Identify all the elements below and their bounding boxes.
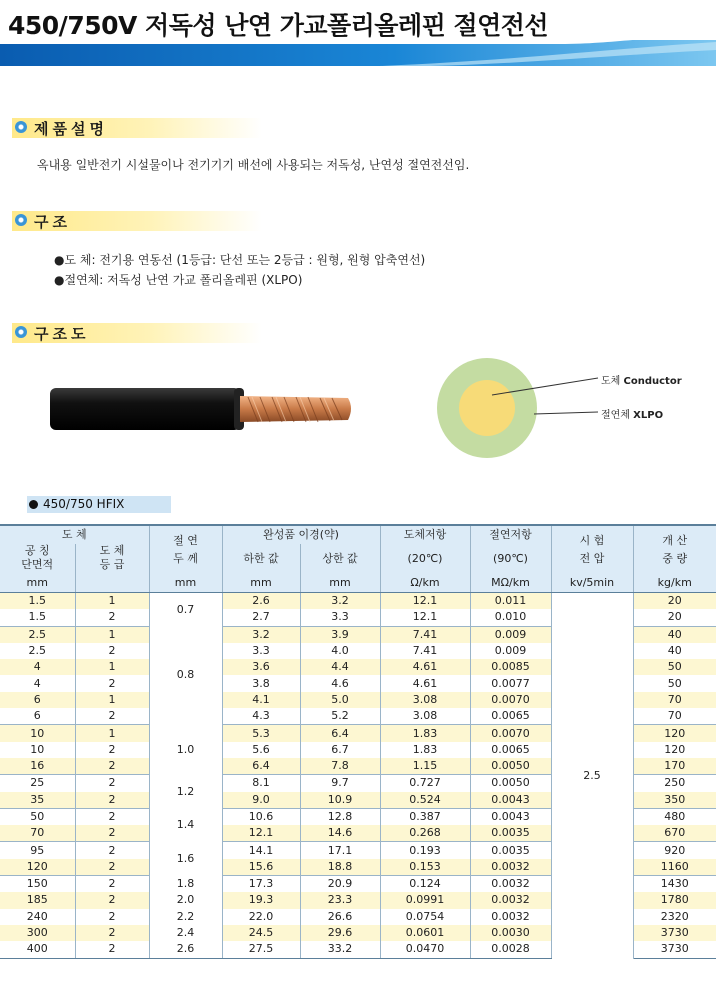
cell-area: 6 <box>0 692 75 708</box>
cell-dia-max: 29.6 <box>300 925 380 941</box>
cell-dia-min: 4.3 <box>222 708 300 725</box>
cell-insulation-res: 0.0077 <box>470 675 551 691</box>
header-conductor: 도 체 <box>0 525 149 544</box>
section-heading: 구조도 <box>34 325 90 343</box>
cell-weight: 70 <box>633 692 716 708</box>
header-insulation-text: 절 연 두 께 <box>173 534 198 565</box>
header-area-text: 공 칭 단면적 <box>21 544 54 571</box>
cell-resistance: 7.41 <box>380 643 470 659</box>
cell-area: 25 <box>0 775 75 792</box>
cell-insulation: 1.4 <box>149 808 222 842</box>
description-text: 옥내용 일반전기 시설물이나 전기기기 배선에 사용되는 저독성, 난연성 절연전선임. <box>37 158 470 172</box>
cell-dia-min: 2.7 <box>222 609 300 626</box>
header-area <box>0 544 75 574</box>
page-subtitle: 450/750 HFIX <box>12 84 101 99</box>
cell-insulation: 1.8 <box>149 876 222 893</box>
cell-area: 120 <box>0 859 75 876</box>
cell-weight: 670 <box>633 825 716 842</box>
cell-insulation: 1.6 <box>149 842 222 876</box>
cell-area: 6 <box>0 708 75 725</box>
cell-weight: 1780 <box>633 892 716 908</box>
cell-dia-min: 10.6 <box>222 808 300 825</box>
cell-dia-min: 15.6 <box>222 859 300 876</box>
cell-area: 70 <box>0 825 75 842</box>
cell-dia-max: 3.3 <box>300 609 380 626</box>
cell-grade: 2 <box>75 925 149 941</box>
insulation-label <box>601 406 663 421</box>
cell-insulation-res: 0.0050 <box>470 775 551 792</box>
cell-dia-max: 26.6 <box>300 909 380 925</box>
header-test-voltage-text: 시 험 전 압 <box>579 534 605 565</box>
cell-resistance: 1.83 <box>380 742 470 758</box>
cell-grade: 2 <box>75 876 149 893</box>
cell-dia-min: 4.1 <box>222 692 300 708</box>
cell-weight: 70 <box>633 708 716 725</box>
header-test-voltage <box>551 525 633 574</box>
cell-insulation-res: 0.0050 <box>470 758 551 775</box>
cell-dia-min: 27.5 <box>222 941 300 958</box>
section-bullet-icon <box>15 326 27 338</box>
structure-item-conductor: ●도 체: 전기용 연동선 (1등급: 단선 또는 2등급 : 원형, 원형 압축연선) <box>54 253 426 267</box>
cell-weight: 250 <box>664 776 686 790</box>
conductor-label-en: Conductor <box>623 376 682 387</box>
section-heading: 제품설명 <box>34 120 108 138</box>
cell-grade: 2 <box>75 941 149 958</box>
cell-weight: 120 <box>664 742 686 756</box>
cell-insulation-res: 0.0065 <box>470 742 551 758</box>
header-weight <box>633 525 716 574</box>
cell-dia-max: 5.0 <box>300 692 380 708</box>
cell-dia-min: 22.0 <box>222 909 300 925</box>
cell-weight: 20 <box>633 593 716 610</box>
spec-table-body <box>0 593 716 959</box>
cable-illustration <box>48 380 360 440</box>
header-grade <box>75 544 149 574</box>
cell-area: 16 <box>0 758 75 775</box>
cell-dia-min: 3.3 <box>222 643 300 659</box>
header-resistance: 도체저항 <box>380 525 470 544</box>
cell-insulation-res: 0.0032 <box>470 876 551 893</box>
cell-grade: 2 <box>75 643 149 659</box>
cell-insulation-res: 0.0070 <box>470 725 551 742</box>
table-title <box>27 496 171 513</box>
header-insulation <box>149 525 222 574</box>
table-bullet-icon <box>29 500 38 509</box>
unit-cell: mm <box>300 574 380 593</box>
insulation-label-en: XLPO <box>633 410 664 421</box>
cell-resistance: 1.83 <box>380 725 470 742</box>
cell-resistance: 0.268 <box>380 825 470 842</box>
cell-dia-max: 3.2 <box>300 593 380 610</box>
cell-grade: 1 <box>75 626 149 643</box>
cell-insulation: 2.4 <box>149 925 222 941</box>
conductor-label-ko: 도체 <box>601 376 621 387</box>
cell-grade: 1 <box>75 659 149 675</box>
cell-area: 50 <box>0 808 75 825</box>
cell-grade: 2 <box>75 842 149 859</box>
cell-area: 35 <box>0 792 75 809</box>
unit-cell: MΩ/km <box>470 574 551 593</box>
unit-cell <box>75 574 149 593</box>
unit-cell: mm <box>0 574 75 593</box>
cell-grade: 2 <box>75 609 149 626</box>
cell-insulation: 2.2 <box>149 909 222 925</box>
cell-area: 2.5 <box>0 643 75 659</box>
insulation-label-ko: 절연체 <box>601 410 630 421</box>
cell-dia-max: 3.9 <box>300 626 380 643</box>
cell-dia-min: 9.0 <box>222 792 300 809</box>
cell-insulation-res: 0.0032 <box>470 909 551 925</box>
cell-resistance: 0.0601 <box>380 925 470 941</box>
cell-resistance: 0.193 <box>380 842 470 859</box>
cell-dia-min: 3.8 <box>222 675 300 691</box>
cell-test-voltage: 2.5 <box>551 593 633 959</box>
cell-resistance: 0.0754 <box>380 909 470 925</box>
cell-insulation-res: 0.010 <box>470 609 551 626</box>
cell-grade: 2 <box>75 675 149 691</box>
section-bullet-icon <box>15 121 27 133</box>
cell-insulation-res: 0.0085 <box>470 659 551 675</box>
section-header-description <box>12 118 262 138</box>
section-heading: 구조 <box>34 213 71 231</box>
cell-dia-min: 14.1 <box>222 842 300 859</box>
cell-resistance: 7.41 <box>380 626 470 643</box>
conductor-label <box>601 372 682 387</box>
diagram-leader-lines <box>490 370 610 420</box>
cell-insulation-res: 0.0043 <box>470 808 551 825</box>
cell-insulation: 1.2 <box>149 775 222 809</box>
table-title-text: 450/750 HFIX <box>43 497 125 511</box>
cell-insulation: 2.0 <box>149 892 222 908</box>
cell-insulation-res: 0.0030 <box>470 925 551 941</box>
section-bullet-icon <box>15 214 27 226</box>
cell-weight: 40 <box>667 644 682 658</box>
cell-area: 1.5 <box>0 609 75 626</box>
cell-dia-max: 14.6 <box>300 825 380 842</box>
cell-resistance: 12.1 <box>380 609 470 626</box>
cell-resistance: 4.61 <box>380 659 470 675</box>
cell-dia-max: 20.9 <box>300 876 380 893</box>
cell-weight: 1160 <box>633 859 716 876</box>
header-grade-text: 도 체 등 급 <box>99 544 125 571</box>
cell-resistance: 0.153 <box>380 859 470 876</box>
cell-dia-min: 5.6 <box>222 742 300 758</box>
cell-grade: 2 <box>75 708 149 725</box>
header-dia-max: 상한 값 <box>300 544 380 574</box>
cell-resistance: 0.727 <box>380 775 470 792</box>
unit-cell: Ω/km <box>380 574 470 593</box>
cell-resistance: 3.08 <box>380 708 470 725</box>
cell-dia-max: 5.2 <box>300 708 380 725</box>
page-title: 450/750V 저독성 난연 가교폴리올레핀 절연전선 <box>8 11 549 40</box>
cell-insulation-res: 0.0028 <box>470 941 551 958</box>
cell-grade: 2 <box>75 859 149 876</box>
cell-insulation-res: 0.0043 <box>470 792 551 809</box>
cell-dia-max: 9.7 <box>300 775 380 792</box>
cell-insulation: 0.7 <box>149 593 222 627</box>
cell-weight: 920 <box>664 843 686 857</box>
cell-resistance: 3.08 <box>380 692 470 708</box>
cell-dia-max: 7.8 <box>300 758 380 775</box>
cell-resistance: 0.524 <box>380 792 470 809</box>
cell-area: 95 <box>0 842 75 859</box>
cell-weight: 40 <box>633 626 716 643</box>
cell-grade: 1 <box>75 593 149 610</box>
section-header-structure <box>12 211 262 231</box>
cell-weight: 50 <box>633 659 716 675</box>
header-insulation-res: 절연저항 <box>470 525 551 544</box>
cell-insulation-res: 0.0032 <box>470 892 551 908</box>
cell-insulation-res: 0.009 <box>470 643 551 659</box>
cell-dia-max: 17.1 <box>300 842 380 859</box>
cell-grade: 2 <box>75 758 149 775</box>
cell-dia-max: 4.4 <box>300 659 380 675</box>
cell-insulation: 2.6 <box>149 941 222 958</box>
header-weight-text: 개 산 중 량 <box>662 534 688 565</box>
cell-weight: 170 <box>633 758 716 775</box>
unit-cell: kg/km <box>633 574 716 593</box>
cell-dia-max: 33.2 <box>300 941 380 958</box>
cell-weight: 3730 <box>633 941 716 958</box>
cell-weight: 3730 <box>633 925 716 941</box>
cell-resistance: 0.0991 <box>380 892 470 908</box>
cell-weight: 120 <box>633 725 716 742</box>
cell-area: 2.5 <box>0 626 75 643</box>
unit-cell: mm <box>222 574 300 593</box>
cell-grade: 1 <box>75 725 149 742</box>
cell-grade: 2 <box>75 775 149 792</box>
cell-weight: 50 <box>667 676 682 690</box>
structure-item-insulation: ●절연체: 저독성 난연 가교 폴리올레핀 (XLPO) <box>54 273 303 287</box>
cell-grade: 2 <box>75 825 149 842</box>
cell-dia-min: 19.3 <box>222 892 300 908</box>
cell-resistance: 0.387 <box>380 808 470 825</box>
cell-dia-min: 8.1 <box>222 775 300 792</box>
cell-area: 4 <box>0 659 75 675</box>
cell-grade: 2 <box>75 892 149 908</box>
cell-resistance: 12.1 <box>380 593 470 610</box>
cell-area: 10 <box>0 725 75 742</box>
cell-area: 1.5 <box>0 593 75 610</box>
cell-weight: 20 <box>633 609 716 626</box>
cell-insulation-res: 0.0032 <box>470 859 551 876</box>
cell-area: 400 <box>0 941 75 958</box>
cell-grade: 2 <box>75 742 149 758</box>
cell-weight: 480 <box>664 810 686 823</box>
cell-dia-min: 6.4 <box>222 758 300 775</box>
header-diameter: 완성품 이경(약) <box>222 525 380 544</box>
cell-dia-min: 3.2 <box>222 626 300 643</box>
section-header-diagram <box>12 323 262 343</box>
cell-dia-max: 18.8 <box>300 859 380 876</box>
cell-area: 150 <box>0 876 75 893</box>
cell-dia-max: 6.7 <box>300 742 380 758</box>
cell-insulation-res: 0.0065 <box>470 708 551 725</box>
cell-insulation-res: 0.0070 <box>470 692 551 708</box>
cell-resistance: 0.0470 <box>380 941 470 958</box>
cell-grade: 2 <box>75 808 149 825</box>
cell-dia-max: 6.4 <box>300 725 380 742</box>
header-dia-min: 하한 값 <box>222 544 300 574</box>
cell-grade: 2 <box>75 909 149 925</box>
cell-insulation-res: 0.011 <box>470 593 551 610</box>
cell-dia-max: 4.6 <box>300 675 380 691</box>
cell-weight: 2320 <box>660 909 689 923</box>
cell-grade: 1 <box>75 692 149 708</box>
cell-insulation-res: 0.0035 <box>470 825 551 842</box>
cell-grade: 2 <box>75 792 149 809</box>
cell-area: 10 <box>0 742 75 758</box>
cell-area: 4 <box>0 675 75 691</box>
cell-resistance: 0.124 <box>380 876 470 893</box>
cell-dia-max: 4.0 <box>300 643 380 659</box>
spec-table <box>0 524 716 959</box>
cell-dia-min: 2.6 <box>222 593 300 610</box>
unit-cell: kv/5min <box>551 574 633 593</box>
cell-dia-min: 17.3 <box>222 876 300 893</box>
header-insulation-res-temp: (90℃) <box>470 544 551 574</box>
cell-resistance: 4.61 <box>380 675 470 691</box>
table-row <box>0 593 716 610</box>
cell-dia-min: 3.6 <box>222 659 300 675</box>
cell-area: 240 <box>0 909 75 925</box>
cell-dia-min: 24.5 <box>222 925 300 941</box>
cell-dia-min: 5.3 <box>222 725 300 742</box>
cell-insulation: 0.8 <box>149 626 222 725</box>
cell-resistance: 1.15 <box>380 758 470 775</box>
cell-dia-max: 10.9 <box>300 792 380 809</box>
cell-dia-max: 12.8 <box>300 808 380 825</box>
cell-area: 300 <box>0 925 75 941</box>
cell-insulation-res: 0.009 <box>470 626 551 643</box>
cell-area: 185 <box>0 892 75 908</box>
cell-insulation: 1.0 <box>149 725 222 775</box>
cell-dia-max: 23.3 <box>300 892 380 908</box>
title-bar <box>0 40 716 99</box>
cell-insulation-res: 0.0035 <box>470 842 551 859</box>
cell-dia-min: 12.1 <box>222 825 300 842</box>
cell-weight: 350 <box>633 792 716 809</box>
cell-weight: 1430 <box>660 877 689 891</box>
header-resistance-temp: (20℃) <box>380 544 470 574</box>
unit-cell: mm <box>149 574 222 593</box>
